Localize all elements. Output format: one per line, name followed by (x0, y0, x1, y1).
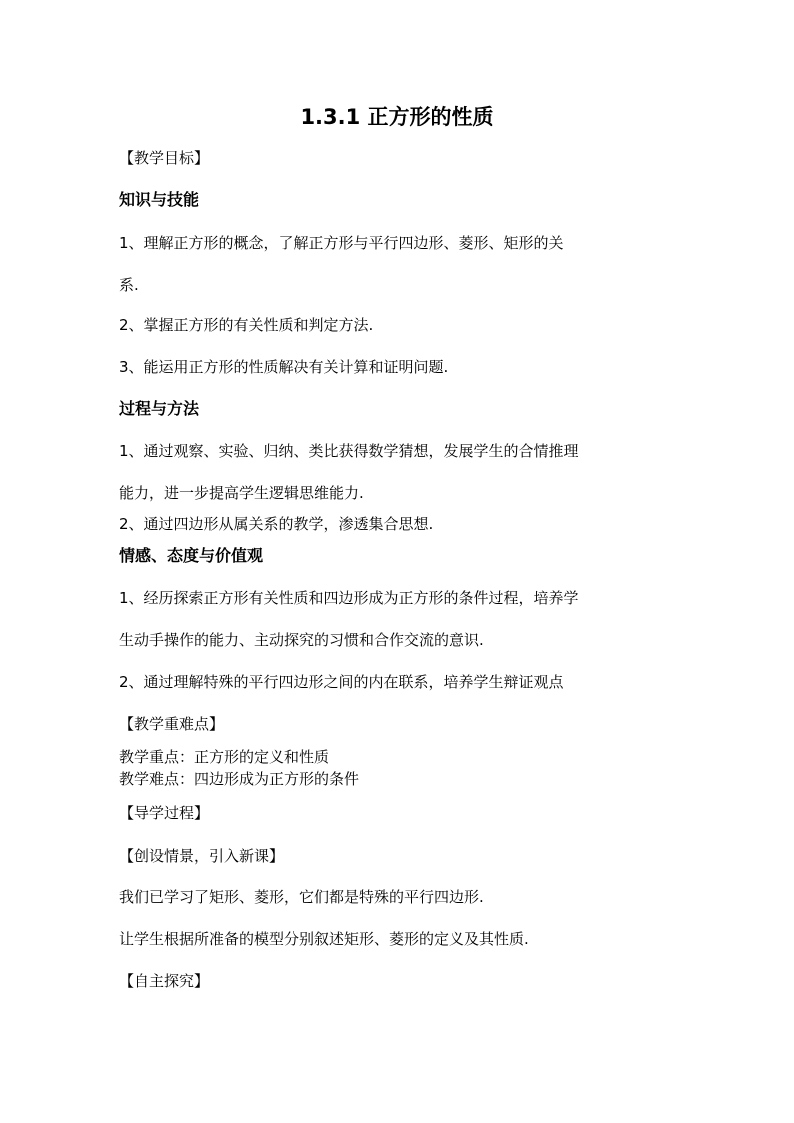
paragraph-line: 让学生根据所准备的模型分别叙述矩形、菱形的定义及其性质. (119, 930, 529, 948)
section-heading-key-points: 【教学重难点】 (119, 715, 225, 733)
subheading-process-method: 过程与方法 (119, 399, 200, 418)
paragraph-line: 能力，进一步提高学生逻辑思维能力. (119, 484, 364, 502)
paragraph-line: 1、理解正方形的概念，了解正方形与平行四边形、菱形、矩形的关 (119, 234, 564, 252)
section-heading-self-exploration: 【自主探究】 (119, 972, 210, 990)
paragraph-line: 系. (119, 276, 139, 294)
paragraph-line: 1、经历探索正方形有关性质和四边形成为正方形的条件过程，培养学 (119, 589, 579, 607)
section-heading-teaching-goals: 【教学目标】 (119, 149, 210, 167)
paragraph-line: 我们已学习了矩形、菱形，它们都是特殊的平行四边形. (119, 888, 484, 906)
subheading-attitude-values: 情感、态度与价值观 (119, 546, 264, 565)
paragraph-line: 3、能运用正方形的性质解决有关计算和证明问题. (119, 358, 449, 376)
section-heading-intro-lesson: 【创设情景，引入新课】 (119, 847, 285, 865)
paragraph-line: 生动手操作的能力、主动探究的习惯和合作交流的意识. (119, 631, 484, 649)
paragraph-line: 教学重点：正方形的定义和性质 (119, 748, 330, 766)
paragraph-line: 2、通过理解特殊的平行四边形之间的内在联系，培养学生辩证观点 (119, 673, 564, 691)
document-title: 1.3.1 正方形的性质 (300, 105, 494, 129)
subheading-knowledge-skills: 知识与技能 (119, 190, 200, 209)
paragraph-line: 教学难点：四边形成为正方形的条件 (119, 770, 360, 788)
paragraph-line: 2、通过四边形从属关系的教学，渗透集合思想. (119, 515, 434, 533)
section-heading-guided-process: 【导学过程】 (119, 804, 210, 822)
paragraph-line: 2、掌握正方形的有关性质和判定方法. (119, 316, 374, 334)
paragraph-line: 1、通过观察、实验、归纳、类比获得数学猜想，发展学生的合情推理 (119, 442, 579, 460)
